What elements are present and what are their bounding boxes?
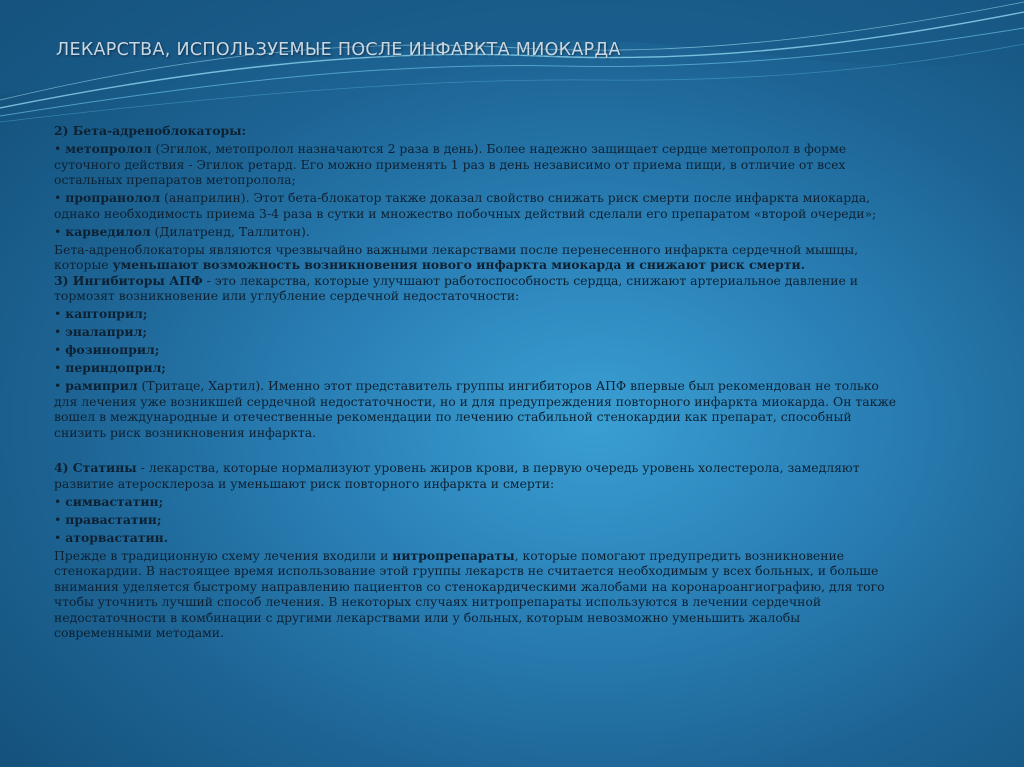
paragraph-nitrates: Прежде в традиционную схему лечения входили и нитропрепараты, которые помогают предупредить возникновение стенокардии. В настоящее время использование этой группы лекарств не считается необходимым у всех больных, и больше внимания уделяется быстрому направлению пациентов со стенокардическими жалобами на коронароангиографию, для того чтобы уточнить лучший способ лечения. В некоторых случаях нитропрепараты используются в лечении сердечной недостаточности в комбинации с другими лекарствами или у больных, которым невозможно уменьшить жалобы современными методами. (54, 547, 885, 640)
list-item-ramipril: • рамиприл (Тритаце, Хартил). Именно этот представитель группы ингибиторов АПФ впервые был рекомендован не только для лечения уже возникшей сердечной недостаточности, но и для предупреждения повторного инфаркта миокарда. Он также вошел в международные и отечественные рекомендации по лечению стабильной стенокардии как препарат, способный снизить риск возникновения инфаркта. (54, 378, 897, 440)
decorative-waves (0, 0, 1024, 130)
section-heading-beta-blockers: 2) Бета-адреноблокаторы: (54, 123, 247, 138)
list-item-pravastatin: • правастатин; (54, 511, 162, 527)
list-item-simvastatin: • симвастатин; (54, 493, 164, 509)
list-item-atorvastatin: • аторвастатин. (54, 529, 169, 545)
section-heading-statins: 4) Статины - лекарства, которые нормализуют уровень жиров крови, в первую очередь уровень холестерола, замедляют развитие атеросклероза и уменьшают риск повторного инфаркта и смерти: (54, 460, 860, 491)
list-item-propranolol: • пропранолол (анаприлин). Этот бета-блокатор также доказал свойство снижать риск смерти после инфаркта миокарда, однако необходимость приема 3-4 раза в сутки и множество побочных действий сделали его препаратом «второй очереди»; (54, 190, 877, 221)
section-heading-ace-inhibitors: 3) Ингибиторы АПФ - это лекарства, которые улучшают работоспособность сердца, снижают артериальное давление и тормозят возникновение или углубление сердечной недостаточности: (54, 272, 859, 303)
list-item-carvedilol: • карведилол (Дилатренд, Таллитон). (54, 223, 310, 239)
list-item-enalapril: • эналаприл; (54, 324, 147, 339)
slide-content (54, 123, 954, 641)
list-item-fosinopril: • фозиноприл; (54, 342, 160, 357)
list-item-perindopril: • периндоприл; (54, 360, 166, 375)
list-item-metoprolol: • метопролол (Эгилок, метопролол назначаются 2 раза в день). Более надежно защищает сердце метопролол в форме суточного действия - Эгилок ретард. Его можно применять 1 раз в день независимо от приема пищи, в отличие от всех остальных препаратов метопролола; (54, 141, 847, 187)
paragraph-beta-summary: Бета-адреноблокаторы являются чрезвычайно важными лекарствами после перенесенного инфаркта сердечной мышцы, которые уменьшают возможность возникновения нового инфаркта миокарда и снижают риск смерти. (54, 241, 859, 272)
list-item-captopril: • каптоприл; (54, 306, 148, 321)
slide-title: ЛЕКАРСТВА, ИСПОЛЬЗУЕМЫЕ ПОСЛЕ ИНФАРКТА МИОКАРДА (56, 40, 621, 60)
